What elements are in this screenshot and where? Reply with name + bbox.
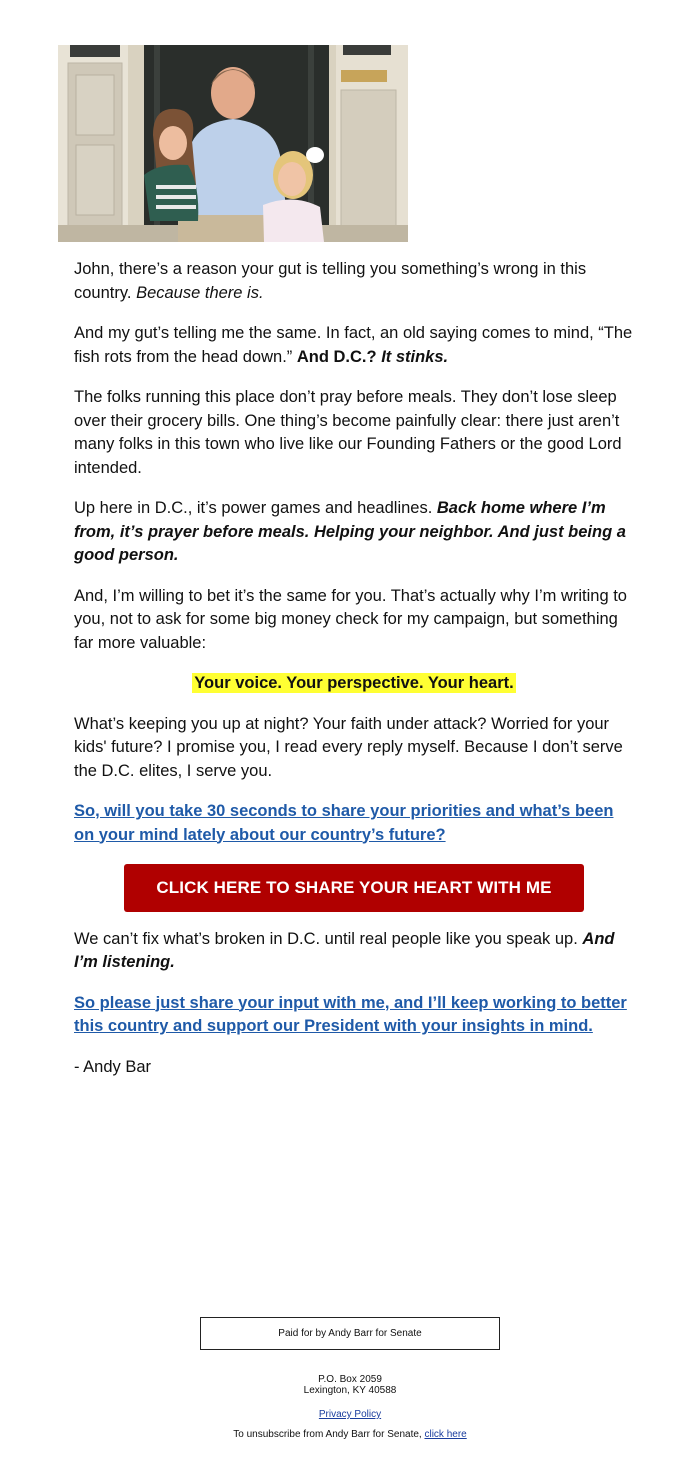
highlight-text: Your voice. Your perspective. Your heart. (194, 674, 514, 692)
paragraph-6: What’s keeping you up at night? Your faith under attack? Worried for your kids' future? I promise you, I read every reply myself. Because I don’t serve the D.C. elites, I serve you. (74, 714, 623, 780)
unsubscribe-text: To unsubscribe from Andy Barr for Senate, (233, 1429, 425, 1440)
link-paragraph-1 (74, 800, 634, 847)
paragraph-5: And, I’m willing to bet it’s the same for you. That’s actually why I’m writing to you, not to ask for some big money check for my campaign, but something far more valuable: (74, 586, 627, 652)
share-input-link[interactable]: So please just share your input with me, and I’ll keep working to better this country and support our President with your insights in mind. (74, 993, 627, 1035)
signature: - Andy Bar (74, 1057, 152, 1076)
paragraph-7: We can’t fix what’s broken in D.C. until real people like you speak up. And I’m listening. (74, 929, 615, 971)
share-priorities-link[interactable]: So, will you take 30 seconds to share your priorities and what’s been on your mind lately about our country’s future? (74, 802, 614, 844)
paragraph-3: The folks running this place don’t pray before meals. They don’t lose sleep over their grocery bills. One thing’s become painfully clear: there just aren’t many folks in this town who live like our Founding Fathers or the good Lord intended. (74, 388, 622, 477)
address-line-2: Lexington, KY 40588 (303, 1385, 397, 1396)
cta-wrap (74, 864, 634, 912)
unsubscribe-row (0, 1429, 700, 1440)
paragraph-2: And my gut’s telling me the same. In fact, an old saying comes to mind, “The fish rots from the head down.” And D.C.? It stinks. (74, 324, 633, 366)
email-body (74, 258, 634, 1096)
privacy-policy-link[interactable]: Privacy Policy (318, 1409, 382, 1420)
hero-photo (58, 45, 408, 242)
privacy-row (0, 1409, 700, 1420)
mailing-address (0, 1374, 700, 1396)
unsubscribe-link[interactable]: click here (424, 1429, 467, 1440)
highlight-line (74, 672, 634, 696)
paragraph-4: Up here in D.C., it’s power games and headlines. Back home where I’m from, it’s prayer before meals. Helping your neighbor. And just being a good person. (74, 499, 626, 564)
share-heart-button[interactable]: CLICK HERE TO SHARE YOUR HEART WITH ME (124, 864, 584, 912)
link-paragraph-2 (74, 992, 634, 1039)
paid-for-text: Paid for by Andy Barr for Senate (278, 1328, 422, 1339)
paragraph-1: John, there’s a reason your gut is telling you something’s wrong in this country. Because there is. (74, 260, 587, 302)
paid-for-box (200, 1317, 500, 1350)
address-line-1: P.O. Box 2059 (318, 1374, 382, 1385)
